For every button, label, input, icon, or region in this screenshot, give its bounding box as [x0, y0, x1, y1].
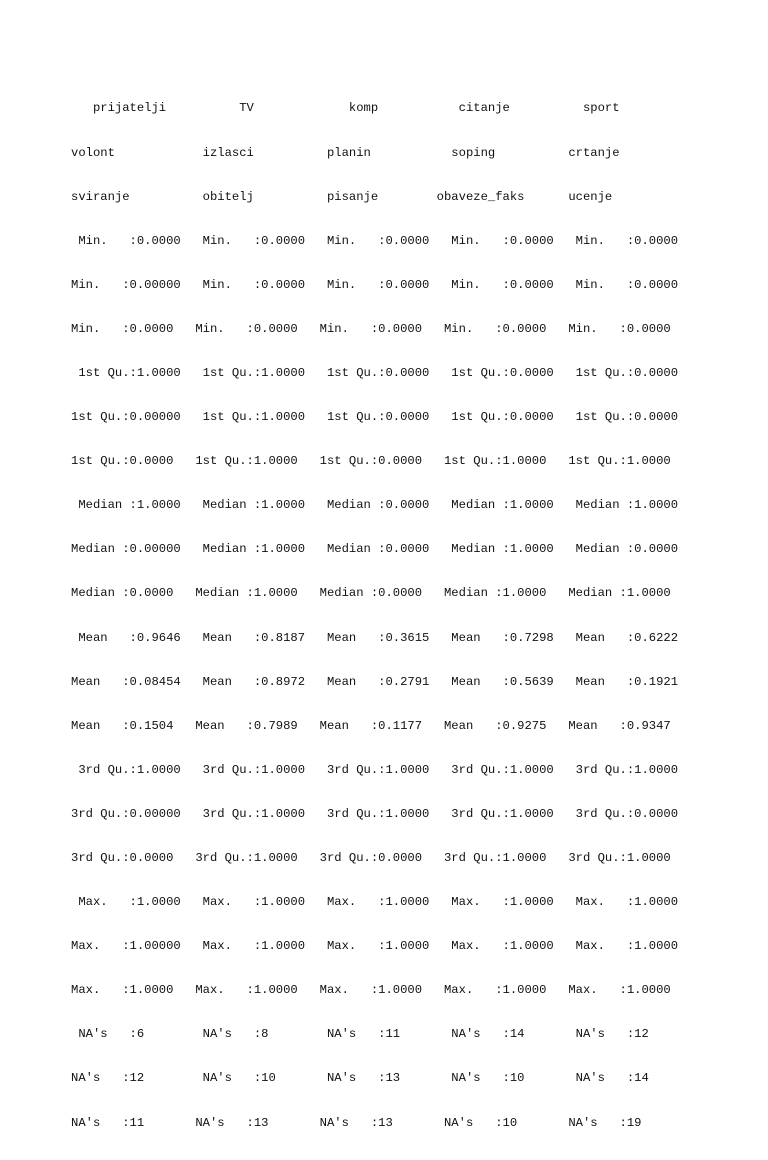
min-row-2: Min. :0.00000 Min. :0.0000 Min. :0.0000 Min. :0.0000 Min. :0.0000	[71, 277, 679, 292]
first-quartile-row-3: 1st Qu.:0.0000 1st Qu.:1.0000 1st Qu.:0.0000 1st Qu.:1.0000 1st Qu.:1.0000	[71, 454, 671, 469]
min-row-3: Min. :0.0000 Min. :0.0000 Min. :0.0000 Min. :0.0000 Min. :0.0000	[71, 321, 671, 336]
median-row-3: Median :0.0000 Median :1.0000 Median :0.0000 Median :1.0000 Median :1.0000	[71, 586, 671, 601]
median-row-2: Median :0.00000 Median :1.0000 Median :0.0000 Median :1.0000 Median :0.0000	[71, 542, 679, 557]
third-quartile-row-1: 3rd Qu.:1.0000 3rd Qu.:1.0000 3rd Qu.:1.0000 3rd Qu.:1.0000 3rd Qu.:1.0000	[71, 762, 679, 777]
third-quartile-row-3: 3rd Qu.:0.0000 3rd Qu.:1.0000 3rd Qu.:0.0000 3rd Qu.:1.0000 3rd Qu.:1.0000	[71, 851, 671, 865]
summary-statistics-output	[71, 72, 678, 1160]
min-row-1: Min. :0.0000 Min. :0.0000 Min. :0.0000 Min. :0.0000 Min. :0.0000	[71, 233, 679, 248]
header-row-1: prijatelji TV komp citanje sport	[71, 101, 620, 116]
mean-row-2: Mean :0.08454 Mean :0.8972 Mean :0.2791 Mean :0.5639 Mean :0.1921	[71, 674, 679, 689]
max-row-3: Max. :1.0000 Max. :1.0000 Max. :1.0000 Max. :1.0000 Max. :1.0000	[71, 983, 671, 998]
first-quartile-row-2: 1st Qu.:0.00000 1st Qu.:1.0000 1st Qu.:0.0000 1st Qu.:0.0000 1st Qu.:0.0000	[71, 410, 679, 425]
third-quartile-row-2: 3rd Qu.:0.00000 3rd Qu.:1.0000 3rd Qu.:1.0000 3rd Qu.:1.0000 3rd Qu.:0.0000	[71, 806, 679, 821]
mean-row-3: Mean :0.1504 Mean :0.7989 Mean :0.1177 Mean :0.9275 Mean :0.9347	[71, 718, 671, 733]
na-count-row-3: NA's :11 NA's :13 NA's :13 NA's :10 NA's :19	[71, 1115, 642, 1130]
first-quartile-row-1: 1st Qu.:1.0000 1st Qu.:1.0000 1st Qu.:0.0000 1st Qu.:0.0000 1st Qu.:0.0000	[71, 365, 679, 380]
median-row-1: Median :1.0000 Median :1.0000 Median :0.0000 Median :1.0000 Median :1.0000	[71, 498, 679, 513]
max-row-1: Max. :1.0000 Max. :1.0000 Max. :1.0000 Max. :1.0000 Max. :1.0000	[71, 895, 679, 910]
header-row-3: sviranje obitelj pisanje obaveze_faks ucenje	[71, 189, 613, 204]
header-row-2: volont izlasci planin soping crtanje	[71, 145, 620, 160]
max-row-2: Max. :1.00000 Max. :1.0000 Max. :1.0000 Max. :1.0000 Max. :1.0000	[71, 939, 679, 954]
na-count-row-2: NA's :12 NA's :10 NA's :13 NA's :10 NA's :14	[71, 1071, 649, 1086]
mean-row-1: Mean :0.9646 Mean :0.8187 Mean :0.3615 Mean :0.7298 Mean :0.6222	[71, 630, 679, 645]
na-count-row-1: NA's :6 NA's :8 NA's :11 NA's :14 NA's :12	[71, 1027, 649, 1042]
